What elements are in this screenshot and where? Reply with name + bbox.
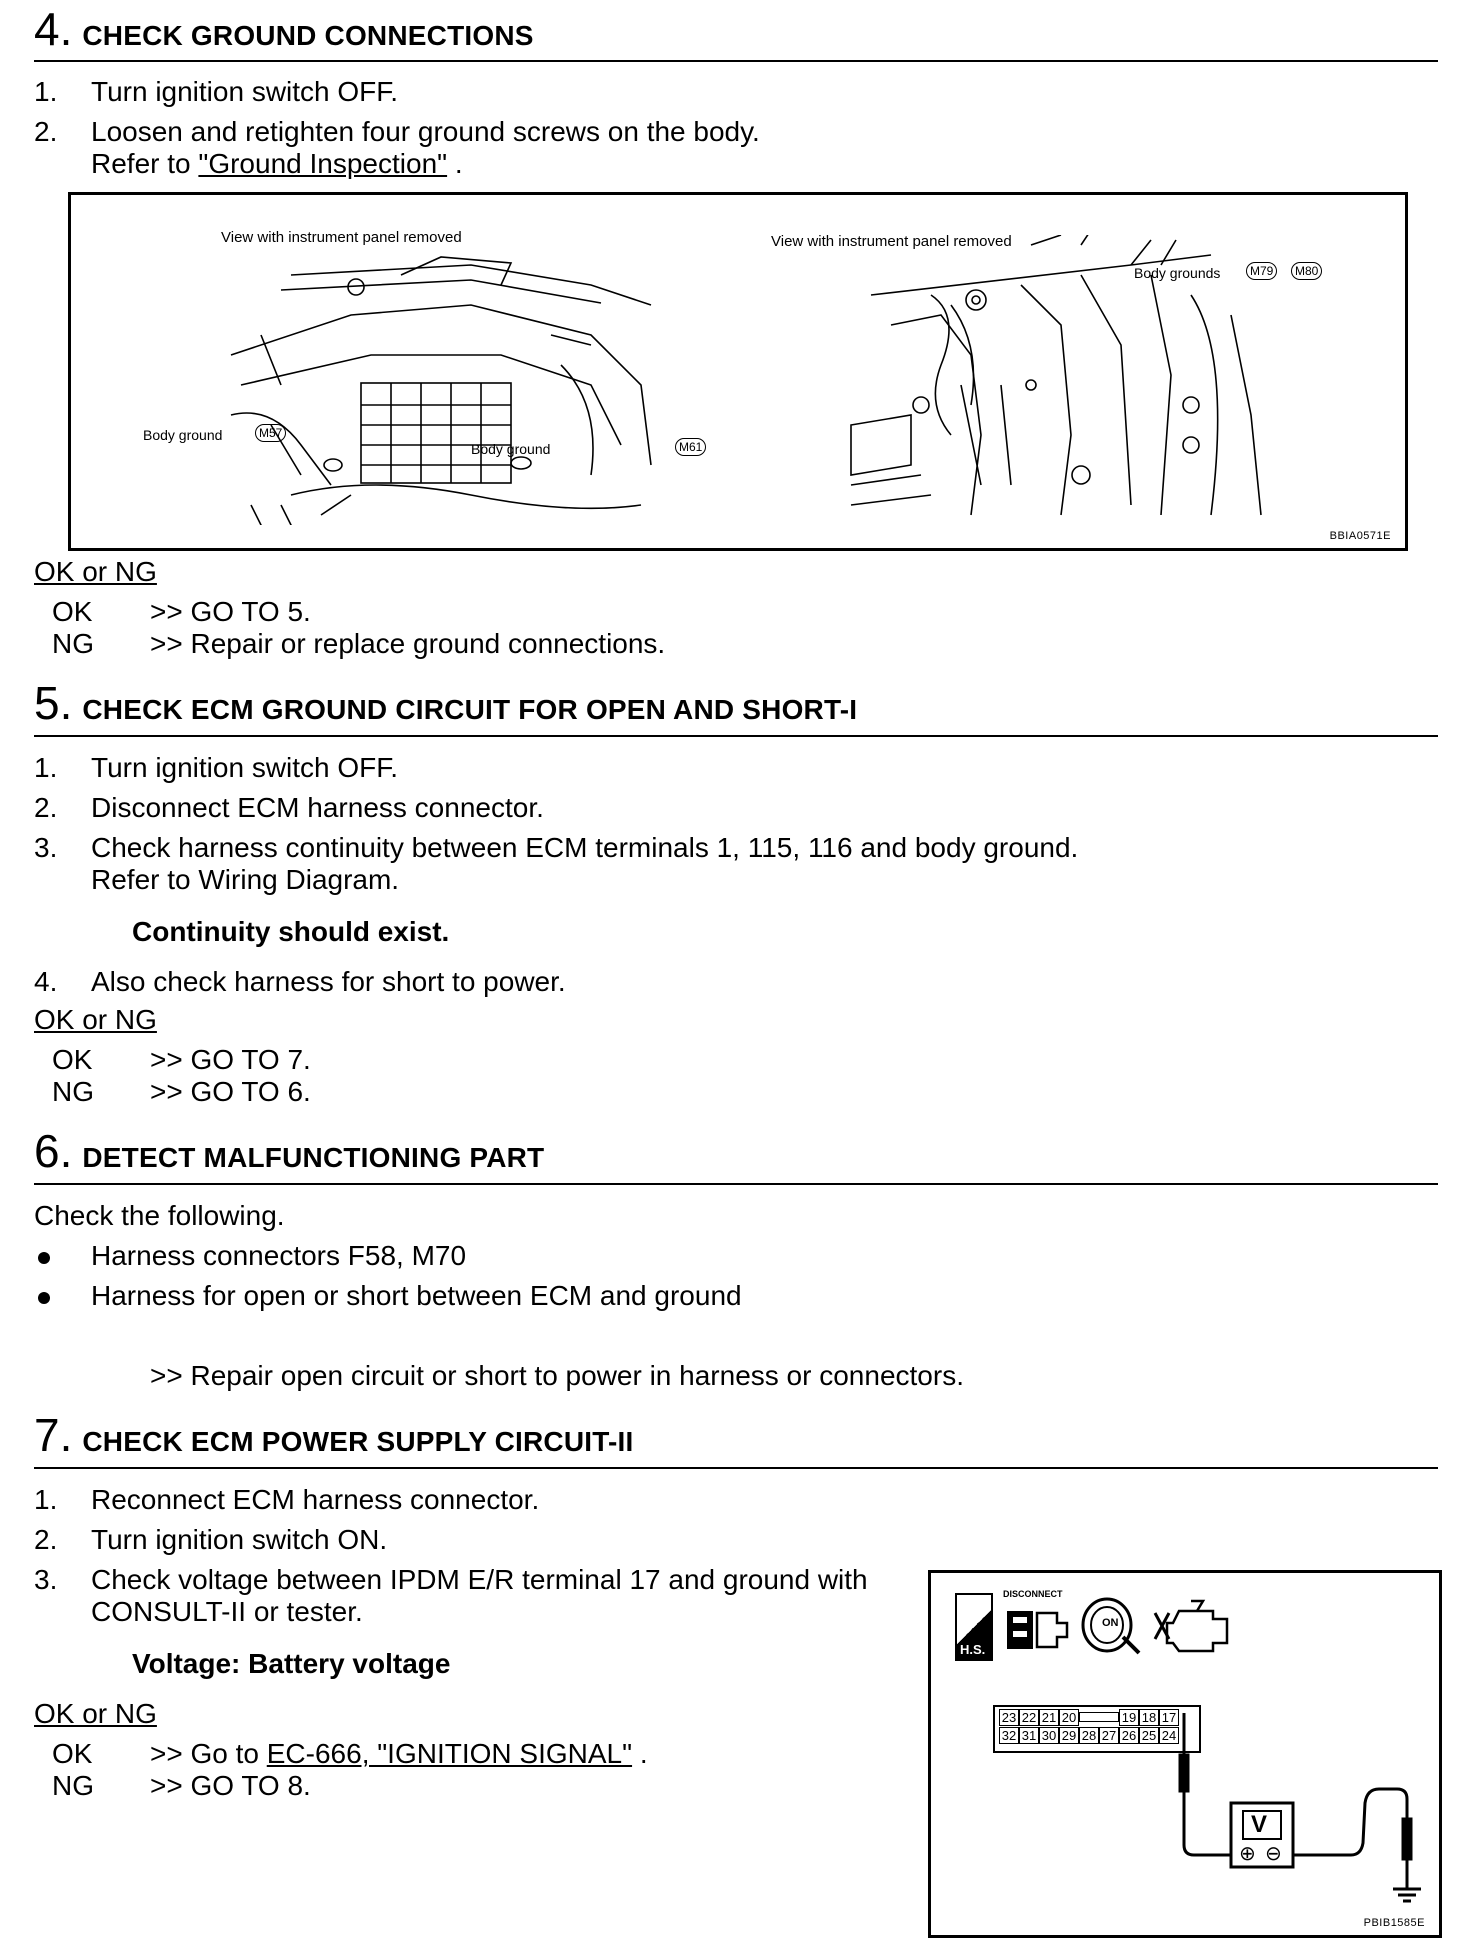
ok-result: >> GO TO 5. [150, 596, 311, 627]
voltmeter-label: V [1251, 1811, 1268, 1838]
spec: Voltage: Battery voltage [132, 1648, 451, 1679]
voltage-check-figure [928, 1570, 1442, 1938]
instruction: Check voltage between IPDM E/R terminal 17 and ground with [91, 1564, 868, 1595]
connector-m57: M57 [255, 424, 286, 442]
step-7-heading: 7 . CHECK ECM POWER SUPPLY CIRCUIT-II [34, 1409, 634, 1461]
ground-inspection-link[interactable]: "Ground Inspection" [198, 148, 448, 179]
left-caption: View with instrument panel removed [221, 229, 462, 246]
right-caption: View with instrument panel removed [771, 233, 1012, 250]
refer-line: Refer to "Ground Inspection" . [91, 148, 463, 179]
bullet [38, 1252, 50, 1264]
terminal-17: 17 [1159, 1709, 1179, 1726]
ng-key: NG [52, 1076, 94, 1107]
instruction-cont: CONSULT-II or tester. [91, 1596, 363, 1627]
terminal: 21 [1039, 1709, 1059, 1726]
terminal: 28 [1079, 1727, 1099, 1744]
step-number: 5 [34, 677, 60, 729]
instruction: Loosen and retighten four ground screws on the body. [91, 116, 760, 147]
meter-wiring [931, 1573, 1439, 1935]
instruction: Also check harness for short to power. [91, 966, 566, 997]
instrument-panel-right-illustration [831, 235, 1311, 525]
terminal: 24 [1159, 1727, 1179, 1744]
divider [34, 1467, 1438, 1469]
item-number: 2. [34, 1524, 58, 1555]
body-grounds-label: Body grounds [1134, 265, 1221, 281]
step-number: 7 [34, 1409, 60, 1461]
item-number: 4. [34, 966, 58, 997]
ignition-signal-link[interactable]: EC-666, "IGNITION SIGNAL" [266, 1738, 633, 1769]
instrument-panel-left-illustration [171, 245, 731, 525]
on-label: ON [1102, 1617, 1119, 1629]
refer-line: Refer to Wiring Diagram. [91, 864, 400, 895]
step-5-heading: 5 . CHECK ECM GROUND CIRCUIT FOR OPEN AND SHORT-I [34, 677, 858, 729]
terminal: 23 [999, 1709, 1019, 1726]
instruction: Reconnect ECM harness connector. [91, 1484, 540, 1515]
terminal: 26 [1119, 1727, 1139, 1744]
terminal: 25 [1139, 1727, 1159, 1744]
item-number: 2. [34, 792, 58, 823]
terminal: 22 [1019, 1709, 1039, 1726]
disconnect-label: DISCONNECT [1003, 1589, 1063, 1599]
item-number: 1. [34, 752, 58, 783]
terminal: 18 [1139, 1709, 1159, 1726]
terminal: 27 [1099, 1727, 1119, 1744]
intro: Check the following. [34, 1200, 285, 1231]
result: >> Repair open circuit or short to power in harness or connectors. [150, 1360, 964, 1391]
terminal: 29 [1059, 1727, 1079, 1744]
spec: Continuity should exist. [132, 916, 450, 947]
bullet-text: Harness for open or short between ECM and ground [91, 1280, 742, 1311]
hs-icon: H.S. [955, 1593, 993, 1661]
item-number: 3. [34, 832, 58, 863]
terminal: 31 [1019, 1727, 1039, 1744]
ng-key: NG [52, 628, 94, 659]
step-title: CHECK ECM POWER SUPPLY CIRCUIT-II [82, 1426, 634, 1457]
ng-result: >> GO TO 8. [150, 1770, 311, 1801]
instruction: Turn ignition switch OFF. [91, 752, 399, 783]
terminal: 20 [1059, 1709, 1079, 1726]
connector-m80: M80 [1291, 262, 1322, 280]
figure-code: BBIA0571E [1329, 530, 1391, 542]
ng-key: NG [52, 1770, 94, 1801]
connector-m79: M79 [1246, 262, 1277, 280]
body-ground-label: Body ground [471, 441, 551, 457]
step-title: CHECK ECM GROUND CIRCUIT FOR OPEN AND SHORT-I [82, 694, 858, 725]
divider [34, 1183, 1438, 1185]
instruction: Turn ignition switch ON. [91, 1524, 388, 1555]
terminal: 32 [999, 1727, 1019, 1744]
ok-ng-label: OK or NG [34, 556, 157, 587]
step-title: CHECK GROUND CONNECTIONS [82, 20, 534, 51]
terminal: 30 [1039, 1727, 1059, 1744]
ng-result: >> GO TO 6. [150, 1076, 311, 1107]
step-number: 4 [34, 3, 60, 55]
step-6-heading: 6 . DETECT MALFUNCTIONING PART [34, 1125, 545, 1177]
ok-ng-label: OK or NG [34, 1698, 157, 1729]
item-number: 2. [34, 116, 58, 147]
instruction: Disconnect ECM harness connector. [91, 792, 544, 823]
connector-m61: M61 [675, 438, 706, 456]
bullet-text: Harness connectors F58, M70 [91, 1240, 467, 1271]
ng-result: >> Repair or replace ground connections. [150, 628, 666, 659]
item-number: 1. [34, 1484, 58, 1515]
bullet [38, 1292, 50, 1304]
ok-key: OK [52, 1044, 93, 1075]
plus-terminal: ⊕ [1239, 1843, 1256, 1865]
instruction: Turn ignition switch OFF. [91, 76, 399, 107]
ground-location-figure [68, 192, 1408, 551]
terminal: 19 [1119, 1709, 1139, 1726]
ok-result: >> Go to EC-666, "IGNITION SIGNAL" . [150, 1738, 648, 1769]
body-ground-label: Body ground [143, 427, 223, 443]
figure-code: PBIB1585E [1363, 1917, 1425, 1929]
divider [34, 735, 1438, 737]
divider [34, 60, 1438, 62]
step-number: 6 [34, 1125, 60, 1177]
instruction: Check harness continuity between ECM terminals 1, 115, 116 and body ground. [91, 832, 1079, 863]
minus-terminal: ⊖ [1265, 1843, 1282, 1865]
ok-ng-label: OK or NG [34, 1004, 157, 1035]
ok-key: OK [52, 596, 93, 627]
item-number: 1. [34, 76, 58, 107]
item-number: 3. [34, 1564, 58, 1595]
ok-result: >> GO TO 7. [150, 1044, 311, 1075]
step-title: DETECT MALFUNCTIONING PART [82, 1142, 545, 1173]
ok-key: OK [52, 1738, 93, 1769]
step-4-heading: 4 . CHECK GROUND CONNECTIONS [34, 3, 534, 55]
